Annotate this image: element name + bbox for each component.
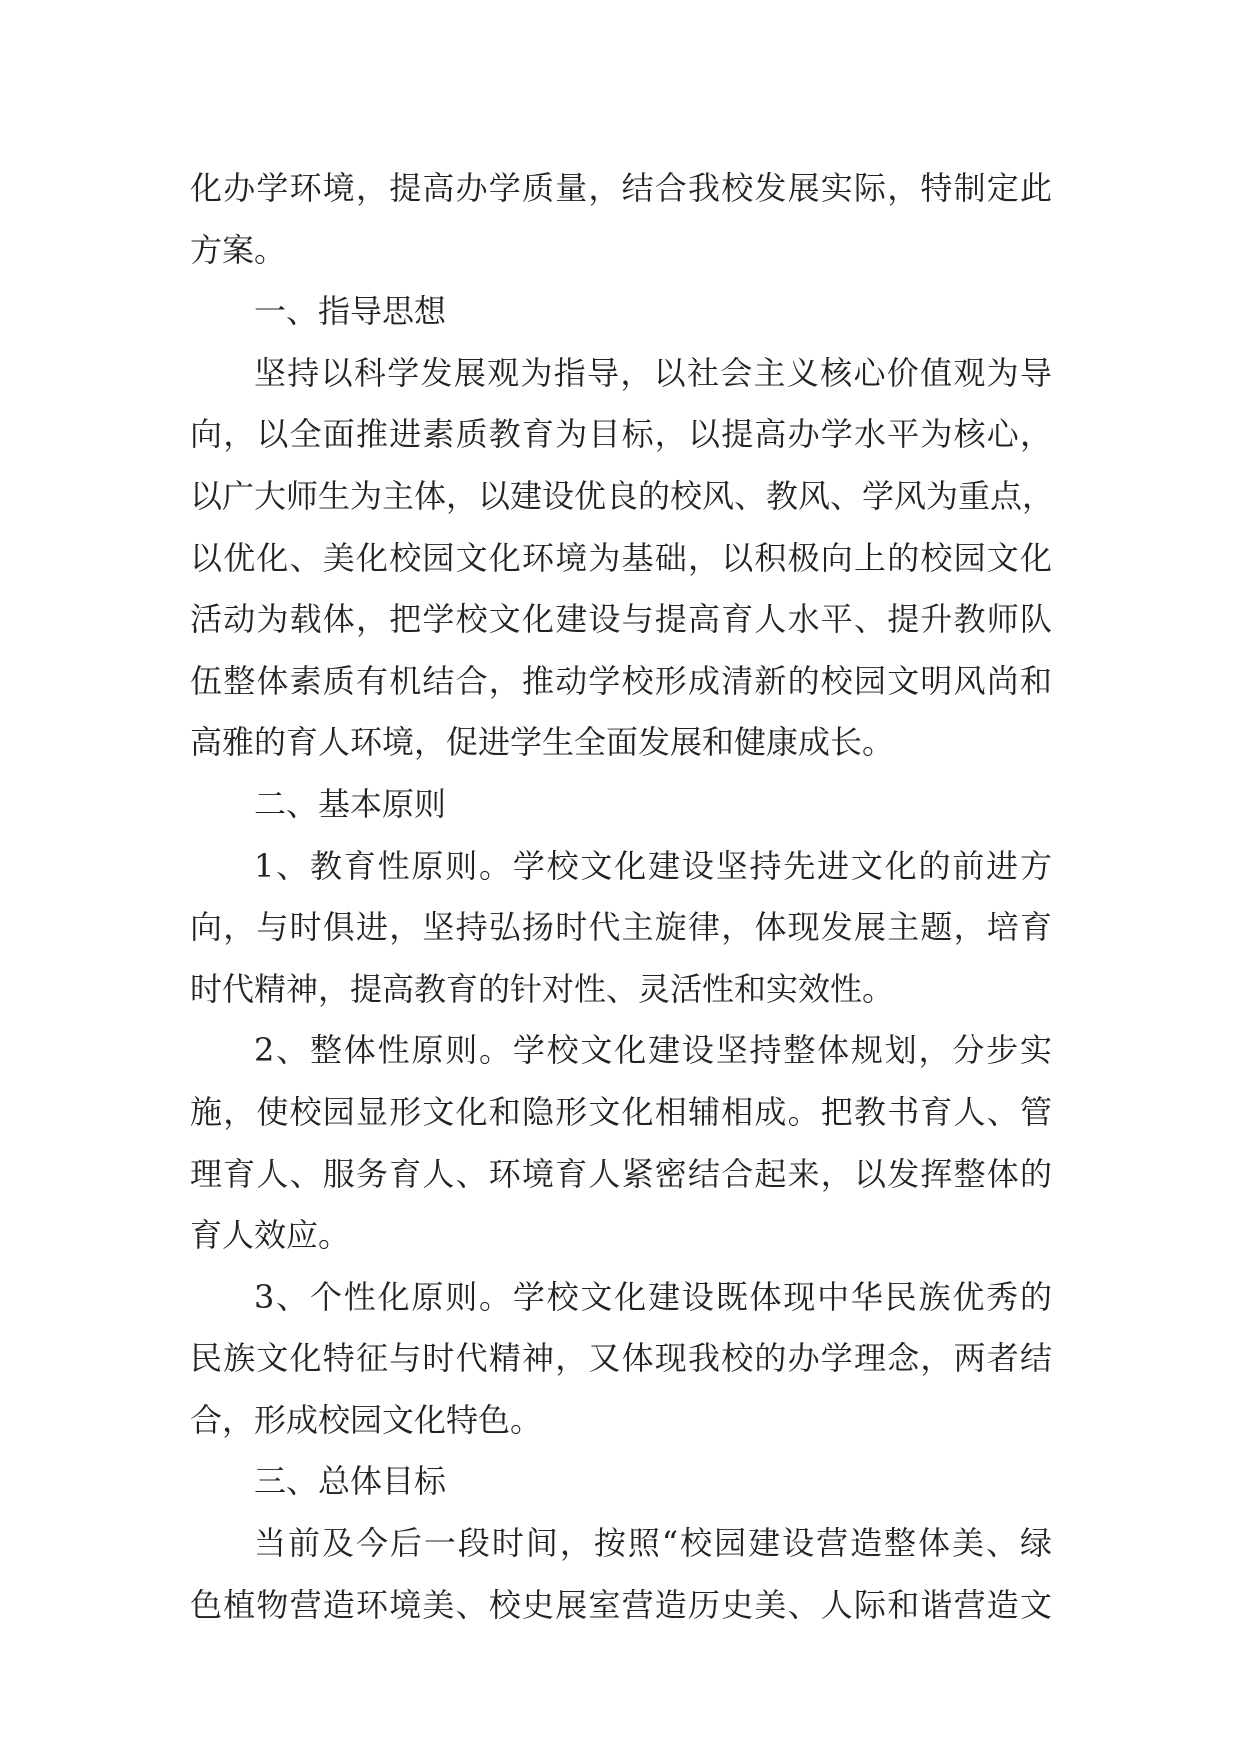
- text-line: 以优化、美化校园文化环境为基础，以积极向上的校园文化: [190, 538, 1052, 577]
- section-heading: 三、总体目标: [254, 1462, 447, 1501]
- text-line: 当前及今后一段时间，按照“校园建设营造整体美、绿: [254, 1524, 1052, 1563]
- text-line: 向，以全面推进素质教育为目标，以提高办学水平为核心，: [190, 415, 1052, 454]
- text-line: 伍整体素质有机结合，推动学校形成清新的校园文明风尚和: [190, 661, 1052, 700]
- text-line: 理育人、服务育人、环境育人紧密结合起来，以发挥整体的: [190, 1154, 1052, 1193]
- text-line: 方案。: [190, 230, 287, 269]
- text-line: 育人效应。: [190, 1216, 351, 1255]
- text-line: 坚持以科学发展观为指导，以社会主义核心价值观为导: [254, 353, 1052, 392]
- text-line: 1、教育性原则。学校文化建设坚持先进文化的前进方: [254, 846, 1052, 885]
- text-line: 时代精神，提高教育的针对性、灵活性和实效性。: [190, 969, 895, 1008]
- text-line: 2、整体性原则。学校文化建设坚持整体规划，分步实: [254, 1031, 1052, 1070]
- text-line: 3、个性化原则。学校文化建设既体现中华民族优秀的: [254, 1277, 1052, 1316]
- text-line: 合，形成校园文化特色。: [190, 1400, 543, 1439]
- text-line: 民族文化特征与时代精神，又体现我校的办学理念，两者结: [190, 1339, 1052, 1378]
- document-body: [190, 158, 1055, 1636]
- section-heading: 一、指导思想: [254, 292, 447, 331]
- text-line: 活动为载体，把学校文化建设与提高育人水平、提升教师队: [190, 600, 1052, 639]
- text-line: 高雅的育人环境，促进学生全面发展和健康成长。: [190, 723, 895, 762]
- section-heading: 二、基本原则: [254, 784, 447, 823]
- text-line: 向，与时俱进，坚持弘扬时代主旋律，体现发展主题，培育: [190, 908, 1052, 947]
- text-line: 色植物营造环境美、校史展室营造历史美、人际和谐营造文: [190, 1585, 1052, 1624]
- text-line: 以广大师生为主体，以建设优良的校风、教风、学风为重点，: [190, 476, 1055, 515]
- text-line: 施，使校园显形文化和隐形文化相辅相成。把教书育人、管: [190, 1092, 1052, 1131]
- text-line: 化办学环境，提高办学质量，结合我校发展实际，特制定此: [190, 169, 1052, 207]
